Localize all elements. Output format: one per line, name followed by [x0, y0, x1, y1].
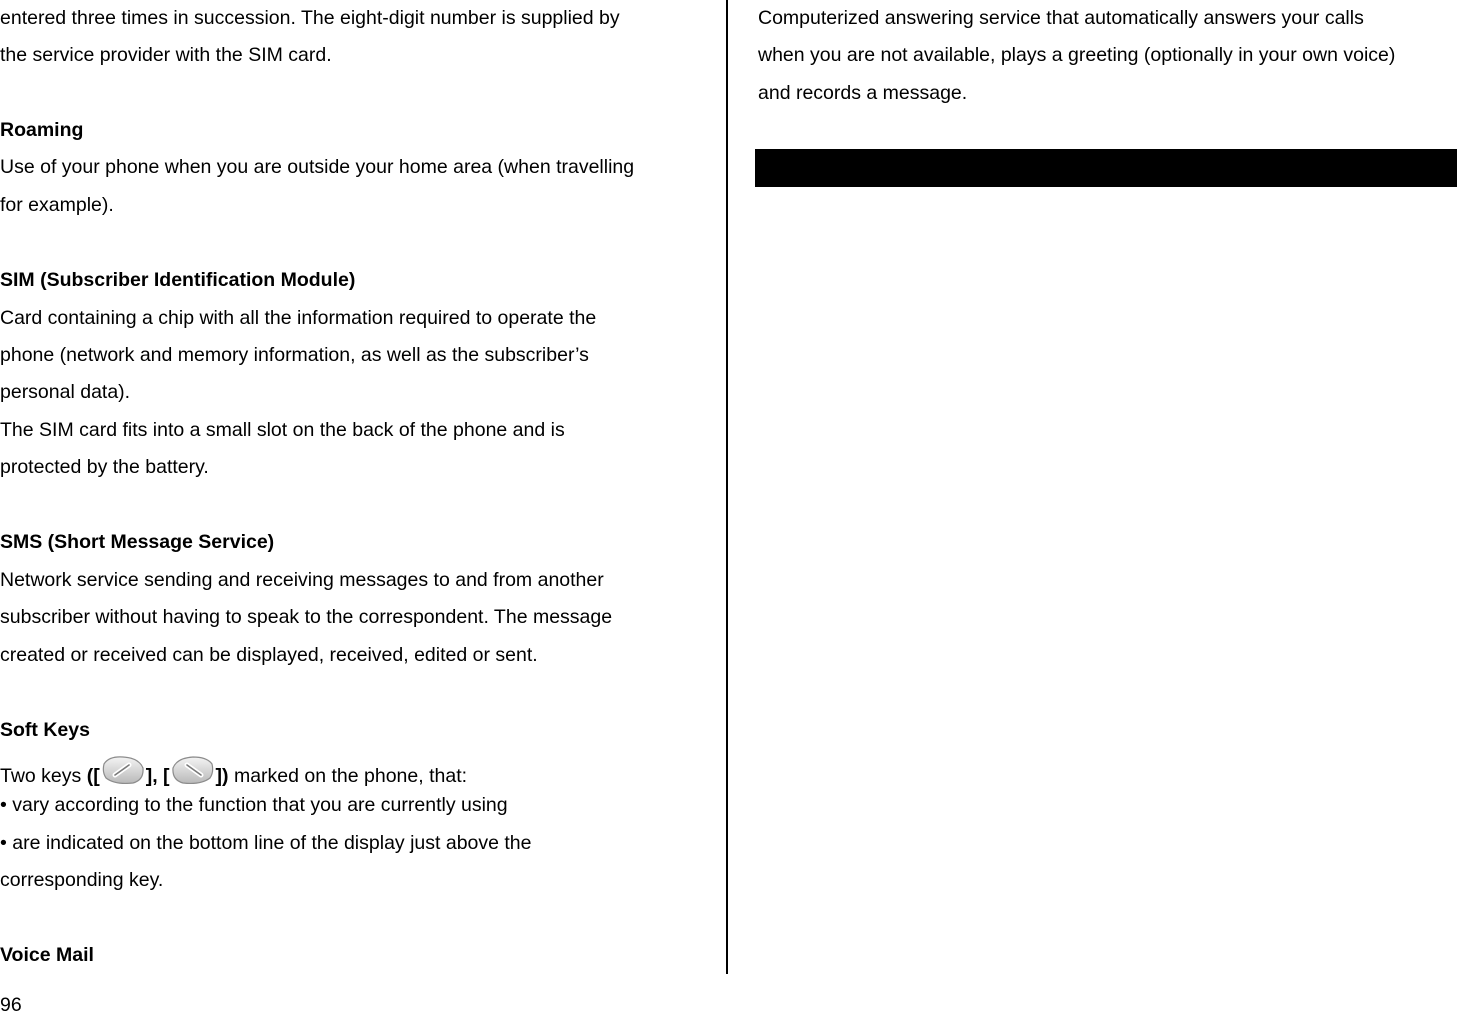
sms-heading: SMS (Short Message Service)	[0, 531, 275, 553]
roaming-heading: Roaming	[0, 119, 84, 141]
voice-mail-heading: Voice Mail	[0, 944, 94, 966]
black-section-bar	[755, 149, 1457, 187]
roaming-line-2: for example).	[0, 194, 114, 216]
roaming-line-1: Use of your phone when you are outside your home area (when travelling	[0, 156, 635, 178]
soft-keys-intro-line	[0, 754, 467, 787]
intro-line-1: entered three times in succession. The eight-digit number is supplied by	[0, 7, 620, 29]
soft-keys-bullet-2: • are indicated on the bottom line of the display just above the	[0, 832, 532, 854]
voice-mail-line-1: Computerized answering service that automatically answers your calls	[758, 7, 1364, 29]
soft-keys-separator: ], [	[145, 765, 170, 787]
soft-keys-suffix: marked on the phone, that:	[228, 765, 468, 787]
column-divider	[726, 0, 728, 974]
left-soft-key-icon	[101, 754, 145, 786]
intro-line-2: the service provider with the SIM card.	[0, 44, 332, 66]
sim-line-4: The SIM card fits into a small slot on the back of the phone and is	[0, 419, 565, 441]
sms-line-1: Network service sending and receiving messages to and from another	[0, 569, 604, 591]
voice-mail-line-2: when you are not available, plays a greeting (optionally in your own voice)	[758, 44, 1396, 66]
soft-keys-bullet-1: • vary according to the function that you are currently using	[0, 794, 508, 816]
sim-line-2: phone (network and memory information, as well as the subscriber’s	[0, 344, 589, 366]
right-soft-key-icon	[171, 754, 215, 786]
soft-keys-open-bracket: ([	[86, 765, 100, 787]
sim-line-5: protected by the battery.	[0, 456, 209, 478]
page-number: 96	[0, 994, 22, 1016]
sim-heading: SIM (Subscriber Identification Module)	[0, 269, 356, 291]
soft-keys-prefix: Two keys	[0, 765, 87, 787]
soft-keys-close-bracket: ])	[215, 765, 229, 787]
soft-keys-heading: Soft Keys	[0, 719, 90, 741]
sim-line-3: personal data).	[0, 381, 131, 403]
sms-line-3: created or received can be displayed, received, edited or sent.	[0, 644, 538, 666]
voice-mail-line-3: and records a message.	[758, 82, 968, 104]
sim-line-1: Card containing a chip with all the information required to operate the	[0, 307, 597, 329]
sms-line-2: subscriber without having to speak to the correspondent. The message	[0, 606, 613, 628]
soft-keys-bullet-2-continued: corresponding key.	[0, 869, 164, 891]
